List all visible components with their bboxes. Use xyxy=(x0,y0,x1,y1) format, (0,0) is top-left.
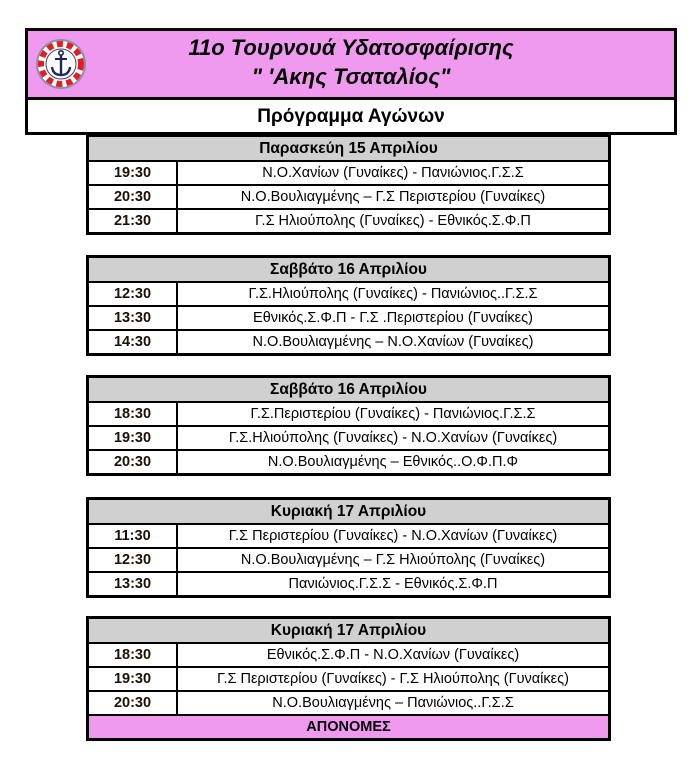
day-block xyxy=(86,255,611,356)
match-time: 12:30 xyxy=(89,283,178,305)
table-row xyxy=(89,283,608,307)
match-time: 19:30 xyxy=(89,427,178,449)
match-teams: Εθνικός.Σ.Φ.Π - Ν.Ο.Χανίων (Γυναίκες) xyxy=(266,647,520,663)
tournament-honoree: " 'Ακης Τσαταλίος" xyxy=(251,64,451,89)
match-teams: Πανιώνιος.Γ.Σ.Σ - Εθνικός.Σ.Φ.Π xyxy=(288,576,498,592)
table-row xyxy=(89,186,608,210)
match-time: 20:30 xyxy=(89,692,178,714)
table-row xyxy=(89,451,608,473)
schedule-subtitle: Πρόγραμμα Αγώνων xyxy=(257,106,445,127)
match-teams: Ν.Ο.Βουλιαγμένης – Γ.Σ Ηλιούπολης (Γυναίκες) xyxy=(240,552,546,568)
table-row xyxy=(89,307,608,331)
match-time: 14:30 xyxy=(89,331,178,353)
match-time: 13:30 xyxy=(89,307,178,329)
match-teams: Γ.Σ.Ηλιούπολης (Γυναίκες) - Πανιώνιος..Γ.Σ.Σ xyxy=(248,286,538,302)
title-band xyxy=(28,31,674,100)
match-time: 20:30 xyxy=(89,451,178,473)
match-time: 21:30 xyxy=(89,210,178,232)
table-row xyxy=(89,644,608,668)
table-row xyxy=(89,427,608,451)
match-teams: Γ.Σ.Ηλιούπολης (Γυναίκες) - Ν.Ο.Χανίων (Γυναίκες) xyxy=(228,430,558,446)
match-teams: Ν.Ο.Βουλιαγμένης – Πανιώνιος..Γ.Σ.Σ xyxy=(272,695,514,711)
match-time: 11:30 xyxy=(89,525,178,547)
match-time: 18:30 xyxy=(89,644,178,666)
day-block xyxy=(86,134,611,235)
match-teams: Γ.Σ Περιστερίου (Γυναίκες) - Γ.Σ Ηλιούπολης (Γυναίκες) xyxy=(217,671,569,687)
day-header: Παρασκεύη 15 Απριλίου xyxy=(89,137,608,162)
day-header: Κυριακή 17 Απριλίου xyxy=(89,619,608,644)
match-time: 19:30 xyxy=(89,162,178,184)
match-time: 12:30 xyxy=(89,549,178,571)
match-teams: Γ.Σ Ηλιούπολης (Γυναίκες) - Εθνικός.Σ.Φ.Π xyxy=(255,213,531,229)
day-header: Σαββάτο 16 Απριλίου xyxy=(89,258,608,283)
day-header: Σαββάτο 16 Απριλίου xyxy=(89,378,608,403)
match-teams: Ν.Ο.Βουλιαγμένης – Γ.Σ Περιστερίου (Γυναίκες) xyxy=(240,189,546,205)
match-teams: Ν.Ο.Χανίων (Γυναίκες) - Πανιώνιος.Γ.Σ.Σ xyxy=(262,165,524,181)
tournament-title: 11ο Τουρνουά Υδατοσφαίρισης xyxy=(188,35,514,60)
match-teams: Ν.Ο.Βουλιαγμένης – Εθνικός..Ο.Φ.Π.Φ xyxy=(267,454,519,470)
table-row xyxy=(89,668,608,692)
table-row xyxy=(89,331,608,353)
match-time: 19:30 xyxy=(89,668,178,690)
day-header: Κυριακή 17 Απριλίου xyxy=(89,500,608,525)
match-time: 13:30 xyxy=(89,573,178,595)
table-row xyxy=(89,692,608,714)
table-row xyxy=(89,525,608,549)
day-block xyxy=(86,616,611,741)
tournament-header xyxy=(25,28,677,135)
table-row xyxy=(89,162,608,186)
match-teams: Εθνικός.Σ.Φ.Π - Γ.Σ .Περιστερίου (Γυναίκες) xyxy=(253,310,533,326)
match-teams: Ν.Ο.Βουλιαγμένης – Ν.Ο.Χανίων (Γυναίκες) xyxy=(252,334,534,350)
table-row xyxy=(89,573,608,595)
awards-ceremony-row: ΑΠΟΝΟΜΕΣ xyxy=(89,714,608,738)
match-time: 20:30 xyxy=(89,186,178,208)
table-row xyxy=(89,403,608,427)
table-row xyxy=(89,549,608,573)
day-block xyxy=(86,375,611,476)
table-row xyxy=(89,210,608,232)
match-teams: Γ.Σ.Περιστερίου (Γυναίκες) - Πανιώνιος.Γ.Σ.Σ xyxy=(250,406,536,422)
day-block xyxy=(86,497,611,598)
match-teams: Γ.Σ Περιστερίου (Γυναίκες) - Ν.Ο.Χανίων (Γυναίκες) xyxy=(228,528,558,544)
match-time: 18:30 xyxy=(89,403,178,425)
